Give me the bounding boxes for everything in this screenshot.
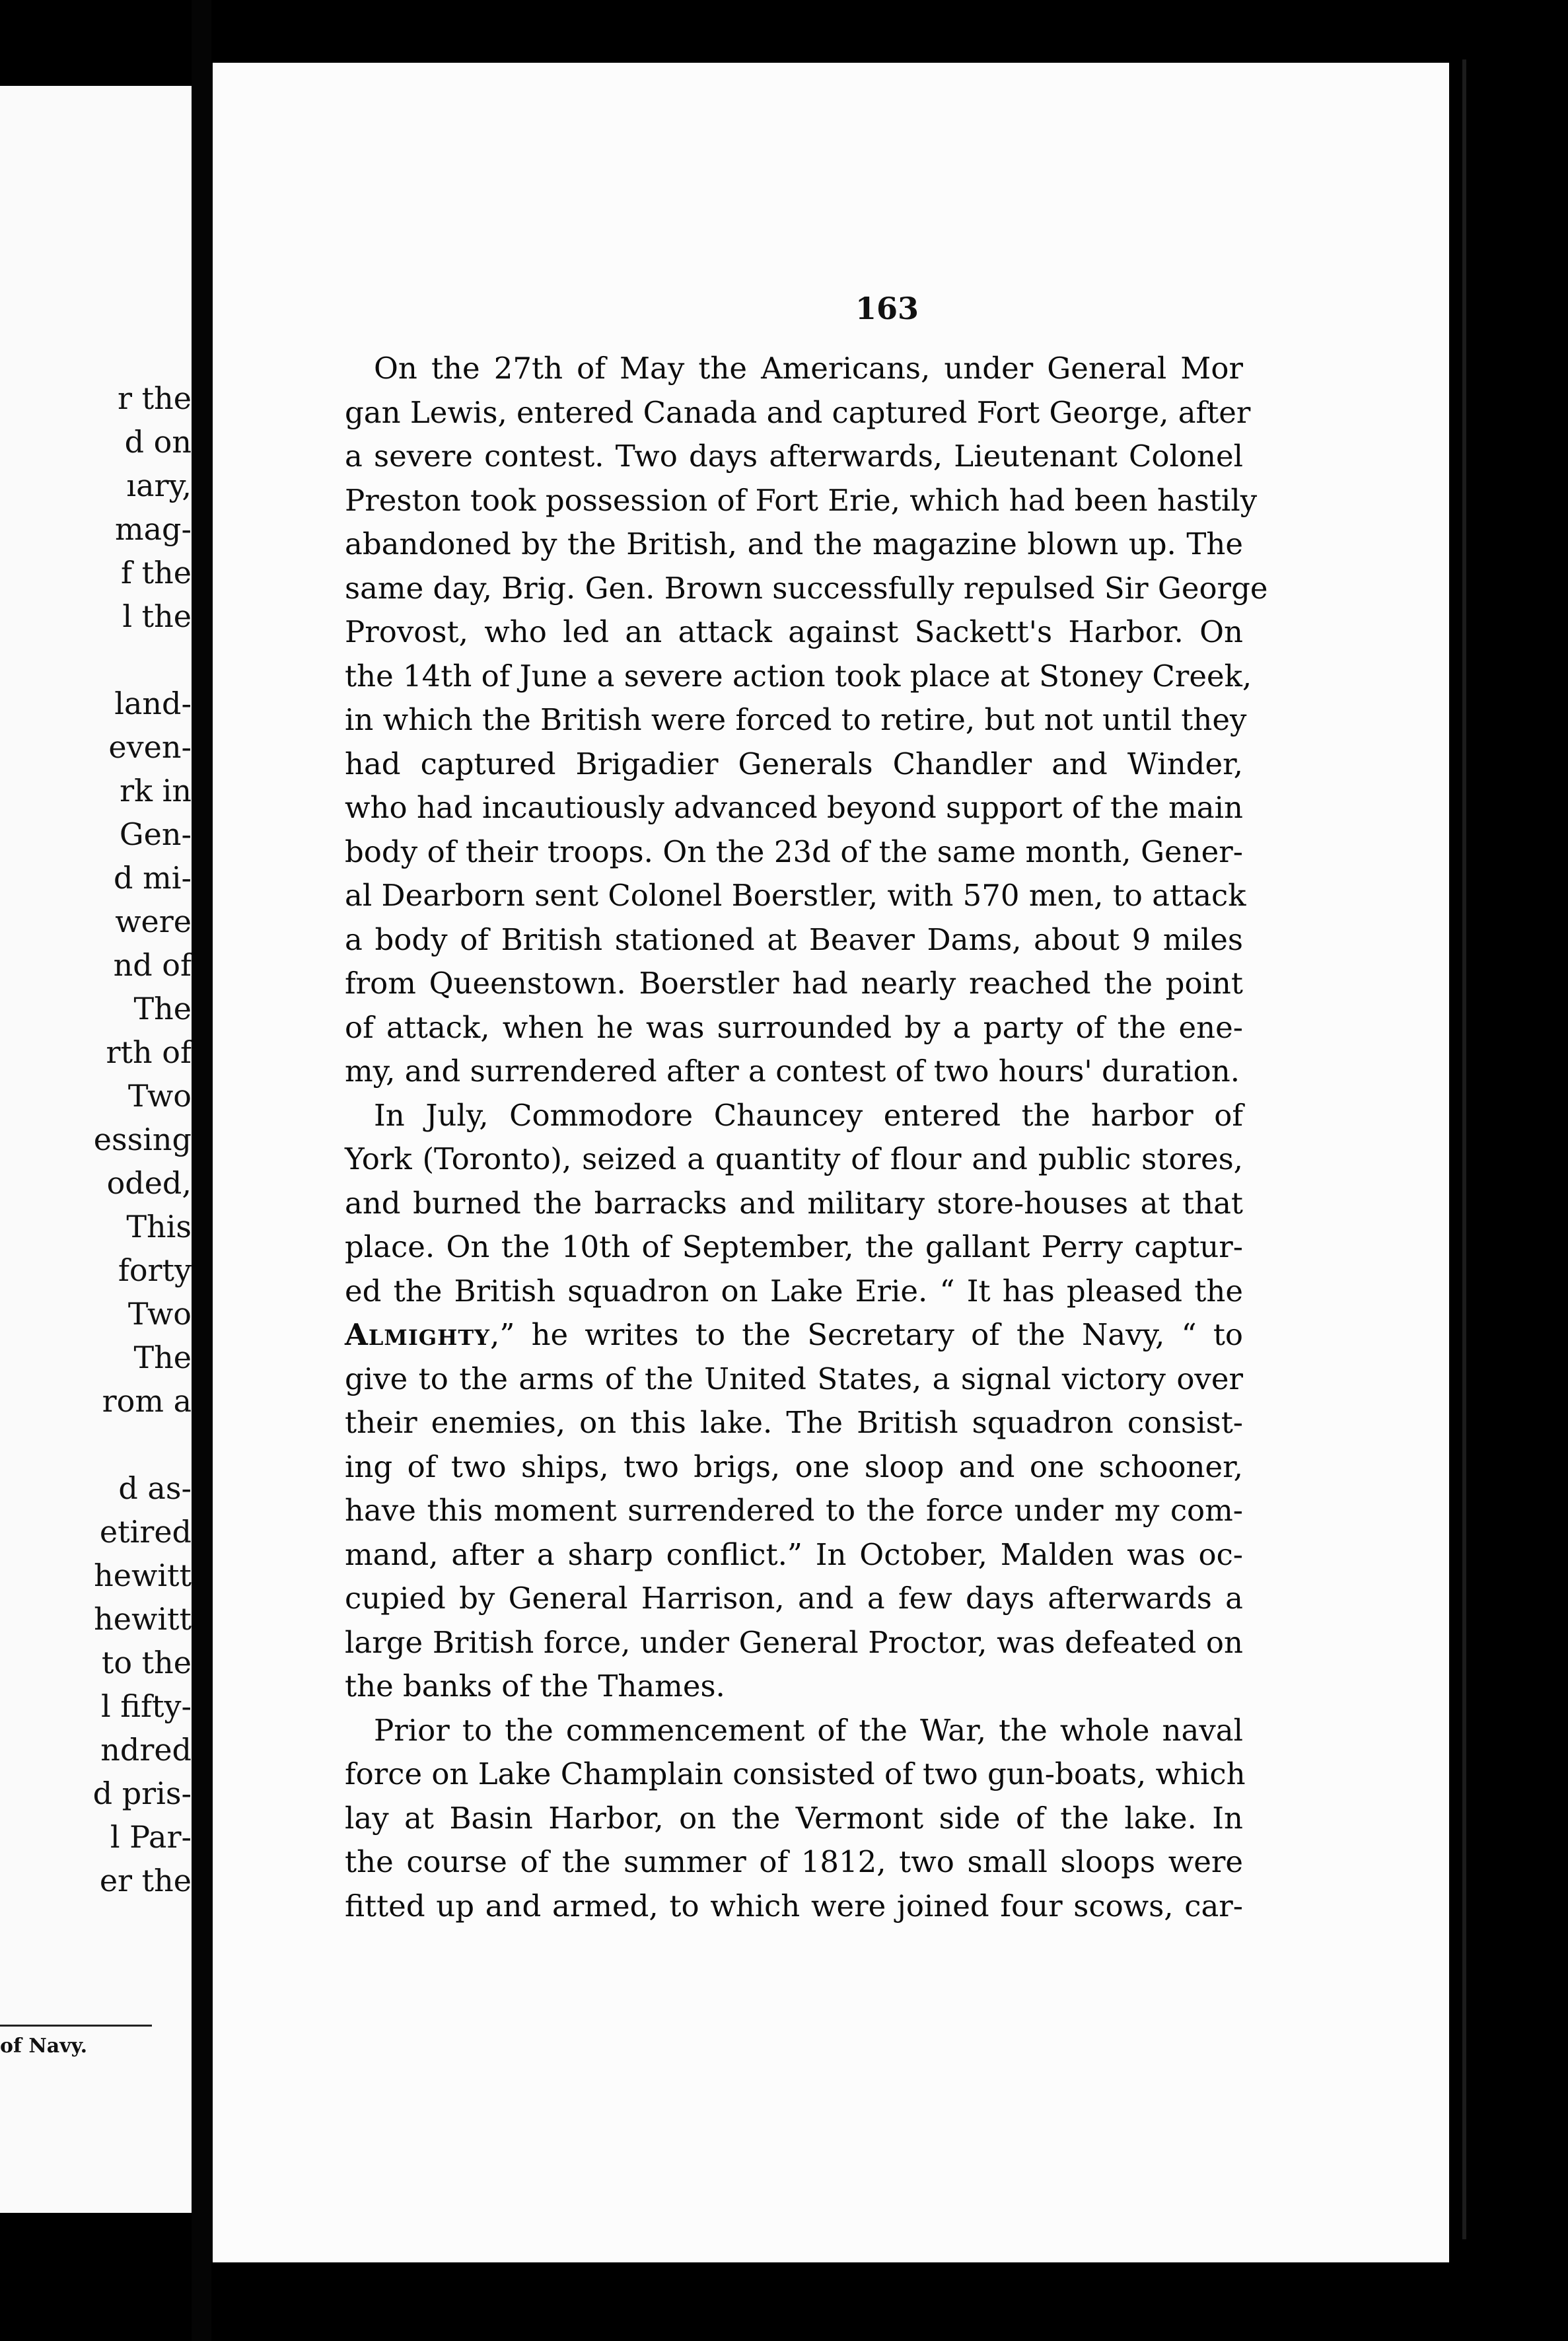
left-page-line: Two <box>127 1296 192 1332</box>
text-line: abandoned by the British, and the magazine blown up. The <box>345 526 1243 561</box>
text-line: in which the British were forced to retire, but not until they <box>345 702 1247 737</box>
text-line: and burned the barracks and military store-houses at that <box>345 1185 1243 1221</box>
left-page-line <box>93 1423 192 1466</box>
left-page-line: d on <box>124 424 192 460</box>
small-caps-word: Almighty <box>345 1317 491 1352</box>
text-line: place. On the 10th of September, the gallant Perry captur- <box>345 1229 1243 1264</box>
left-page-line: were <box>115 904 192 939</box>
text-line: ed the British squadron on Lake Erie. “ It has pleased the <box>345 1273 1243 1309</box>
page-number: 163 <box>855 291 919 326</box>
left-page-line: even- <box>108 729 192 765</box>
left-page-line: oded, <box>106 1165 192 1201</box>
text-line: large British force, under General Proctor, was defeated on <box>345 1624 1243 1660</box>
text-line: In July, Commodore Chauncey entered the harbor of <box>374 1097 1243 1133</box>
left-page-footnote: of Navy. <box>0 2035 88 2058</box>
left-page-line: forty <box>118 1252 192 1288</box>
text-line: who had incautiously advanced beyond support of the main <box>345 790 1243 825</box>
text-line: have this moment surrendered to the force under my com- <box>345 1493 1243 1528</box>
left-page-line: The <box>133 991 192 1026</box>
text-line: a severe contest. Two days afterwards, Lieutenant Colonel <box>345 439 1243 474</box>
left-page-line: l the <box>122 598 192 634</box>
left-page-line: etired <box>99 1514 192 1550</box>
left-page-line: rom a <box>102 1383 192 1419</box>
text-line: my, and surrendered after a contest of two hours' duration. <box>345 1054 1240 1089</box>
text-line: from Queenstown. Boerstler had nearly reached the point <box>345 966 1243 1001</box>
text-line: had captured Brigadier Generals Chandler and Winder, <box>345 746 1243 781</box>
page-stack-edge <box>1462 59 1466 2239</box>
left-page-text <box>93 377 192 1902</box>
left-page-line: Two <box>127 1078 192 1114</box>
left-page-line: ndred <box>100 1732 192 1768</box>
left-page-line: r the <box>118 380 192 416</box>
footnote-rule <box>0 2025 152 2027</box>
text-line: Provost, who led an attack against Sackett's Harbor. On <box>345 614 1243 649</box>
left-page-line: rth of <box>106 1034 192 1070</box>
left-page-line: l fifty- <box>100 1688 192 1724</box>
left-page-line <box>93 638 192 682</box>
text-line: same day, Brig. Gen. Brown successfully repulsed Sir George <box>345 570 1268 606</box>
text-line: body of their troops. On the 23d of the same month, Gener- <box>345 834 1243 869</box>
text-line: al Dearborn sent Colonel Boerstler, with 570 men, to attack <box>345 878 1246 913</box>
main-page <box>213 63 1449 2262</box>
left-page-line: rk in <box>120 773 192 809</box>
text-line: ing of two ships, two brigs, one sloop and one schooner, <box>345 1449 1243 1484</box>
book-gutter <box>192 0 211 2341</box>
left-page-line: Gen- <box>119 816 192 852</box>
text-line: mand, after a sharp conflict.” In October, Malden was oc- <box>345 1536 1243 1572</box>
left-page-line: hewitt <box>94 1558 192 1593</box>
text-line: Prior to the commencement of the War, the whole naval <box>374 1712 1243 1748</box>
left-page-line: d as- <box>118 1470 192 1506</box>
left-page-line: er the <box>99 1863 192 1898</box>
page-body-text <box>345 347 1268 1928</box>
text-line: force on Lake Champlain consisted of two gun-boats, which <box>345 1756 1246 1791</box>
left-page-line: The <box>133 1340 192 1375</box>
text-line: fitted up and armed, to which were joined four scows, car- <box>345 1888 1243 1924</box>
text-line: York (Toronto), seized a quantity of flour and public stores, <box>345 1141 1243 1176</box>
left-page-line: l Par- <box>110 1819 192 1855</box>
left-page-line: essing <box>93 1122 192 1157</box>
text-line: give to the arms of the United States, a signal victory over <box>345 1361 1243 1396</box>
text-line: the course of the summer of 1812, two small sloops were <box>345 1844 1243 1879</box>
book-right-edge <box>1449 0 1568 2341</box>
text-line: the banks of the Thames. <box>345 1669 725 1704</box>
text-line: cupied by General Harrison, and a few days afterwards a <box>345 1581 1243 1616</box>
text-line: the 14th of June a severe action took place at Stoney Creek, <box>345 658 1252 694</box>
left-page-line: hewitt <box>94 1601 192 1637</box>
left-page-line: to the <box>101 1645 192 1680</box>
text-line: gan Lewis, entered Canada and captured Fort George, after <box>345 394 1251 430</box>
text-line: Preston took possession of Fort Erie, which had been hastily <box>345 482 1258 518</box>
left-facing-page <box>0 86 192 2213</box>
left-page-line: ıary, <box>126 468 192 503</box>
text-line: lay at Basin Harbor, on the Vermont side of the lake. In <box>345 1800 1243 1836</box>
text-line: Almighty,” he writes to the Secretary of the Navy, “ to <box>345 1317 1243 1352</box>
left-page-line: nd of <box>113 947 192 983</box>
text-line: of attack, when he was surrounded by a party of the ene- <box>345 1009 1243 1045</box>
left-page-line: f the <box>121 555 192 591</box>
left-page-line: d mi- <box>114 860 192 896</box>
text-line: a body of British stationed at Beaver Dams, about 9 miles <box>345 921 1243 957</box>
text-line: On the 27th of May the Americans, under General Mor <box>374 351 1243 386</box>
left-page-line: d pris- <box>92 1776 192 1811</box>
left-page-line: This <box>126 1209 192 1244</box>
text-line: their enemies, on this lake. The British squadron consist- <box>345 1405 1243 1440</box>
left-page-line: land- <box>114 686 192 721</box>
left-page-line: mag- <box>114 511 192 547</box>
